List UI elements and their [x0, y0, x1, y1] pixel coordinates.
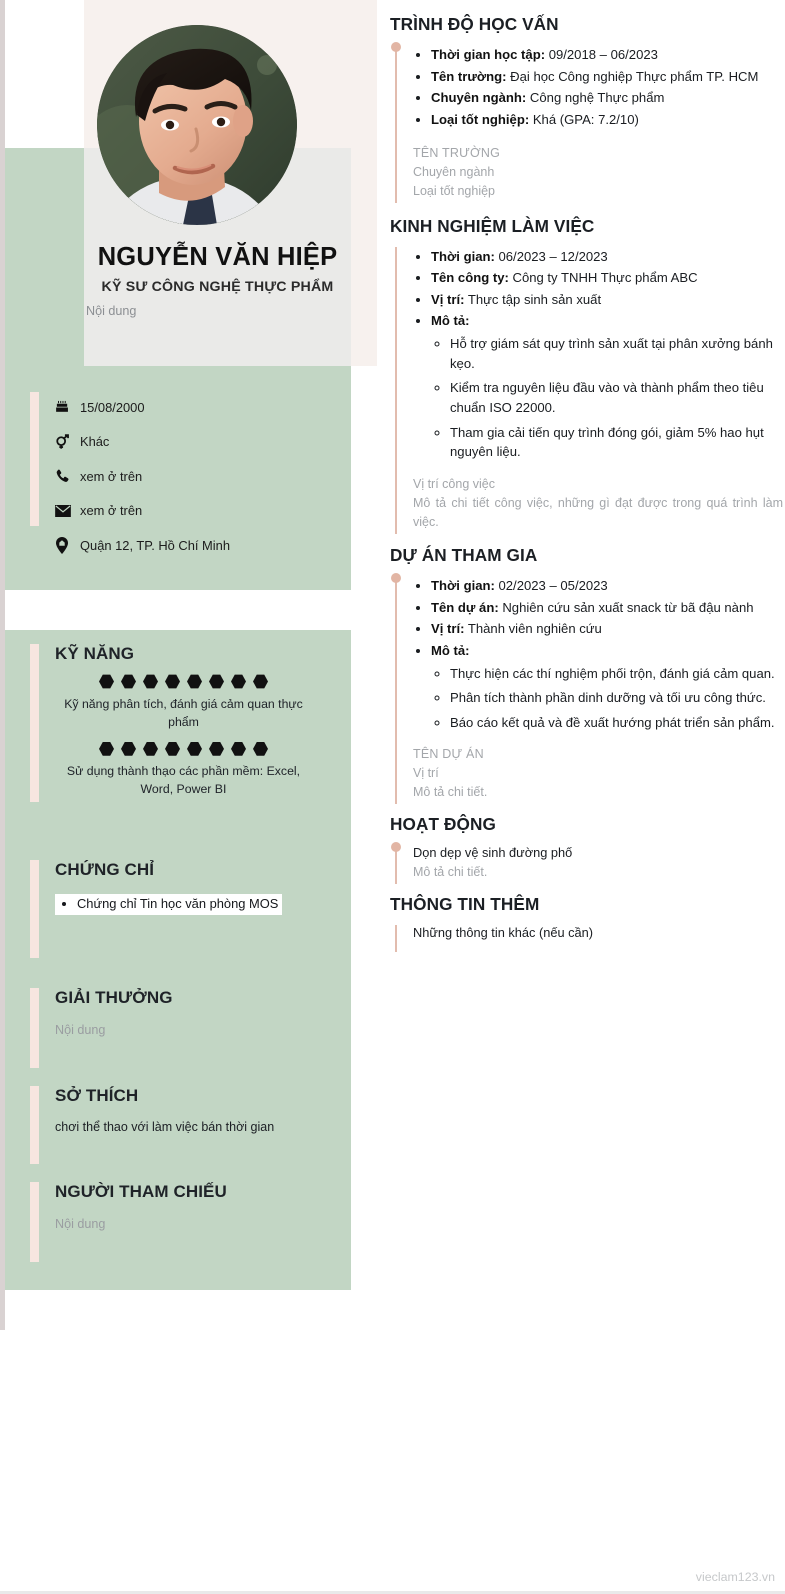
hex-marker [99, 674, 114, 689]
hex-marker [165, 741, 180, 756]
section-title-projects: DỰ ÁN THAM GIA [390, 544, 538, 565]
list-item: • Chứng chỉ Tin học văn phòng MOS [77, 896, 278, 913]
experience-list [413, 247, 785, 462]
hex-marker [99, 741, 114, 756]
field-value: Công nghệ Thực phẩm [526, 90, 665, 106]
field-value: 06/2023 – 12/2023 [494, 248, 608, 264]
contact-row [55, 390, 350, 425]
avatar [97, 25, 297, 225]
list-item [431, 247, 785, 267]
section-title-education: TRÌNH ĐỘ HỌC VẤN [390, 14, 559, 34]
field-value: 02/2023 – 05/2023 [494, 577, 608, 593]
field-value: Công ty TNHH Thực phẩm ABC [508, 270, 698, 286]
list-item [431, 110, 785, 130]
list-item [431, 311, 785, 461]
contact-row [55, 425, 350, 460]
hex-marker [187, 741, 202, 756]
skill-rating-0 [55, 674, 350, 689]
hobbies-section [30, 1086, 350, 1134]
section-title-skills: KỸ NĂNG [55, 644, 135, 663]
list-item: ◦ Hỗ trợ giám sát quy trình sản xuất tại phân xưởng bánh kẹo. [450, 334, 785, 373]
contact-row [55, 494, 350, 529]
list-item [431, 290, 785, 310]
field-label: Tên trường: [431, 68, 507, 84]
hex-marker [165, 674, 180, 689]
field-label: Thời gian: [431, 577, 495, 593]
activities-timeline [390, 839, 785, 883]
activities-text: Dọn dẹp vệ sinh đường phố [413, 845, 573, 861]
field-label: Loại tốt nghiệp: [431, 111, 530, 127]
hex-marker [121, 741, 136, 756]
experience-timeline [390, 241, 785, 534]
field-label: Chuyên ngành: [431, 90, 527, 106]
section-title-additional: THÔNG TIN THÊM [390, 893, 540, 914]
activities-section [390, 814, 785, 883]
hex-marker [121, 674, 136, 689]
list-item: ◦ Tham gia cải tiến quy trình đóng gói, giảm 5% hao hụt nguyên liệu. [450, 423, 785, 462]
awards-placeholder: Nội dung [55, 1023, 106, 1037]
experience-placeholder: Mô tả chi tiết công việc, những gì đạt được trong quá trình làm việc. [413, 495, 783, 529]
additional-section [390, 894, 785, 952]
gender-icon [55, 434, 80, 450]
education-placeholder: Loại tốt nghiệp [413, 183, 496, 198]
hex-marker [253, 741, 268, 756]
field-label: Mô tả: [431, 313, 470, 329]
awards-section [30, 988, 350, 1037]
contact-value: xem ở trên [80, 503, 143, 519]
intro-placeholder: Nội dung [86, 303, 137, 318]
hex-marker [187, 674, 202, 689]
hex-marker [231, 741, 246, 756]
main-content [390, 0, 785, 952]
contact-list [30, 390, 350, 563]
hex-marker [209, 741, 224, 756]
field-label: Thời gian học tập: [431, 47, 546, 62]
experience-placeholder: Vị trí công việc [413, 476, 495, 491]
hex-marker [143, 741, 158, 756]
accent-bar [30, 1182, 39, 1262]
field-label: Mô tả: [431, 642, 470, 658]
field-value: Thành viên nghiên cứu [464, 621, 602, 637]
list-item [431, 45, 785, 65]
field-label: Tên công ty: [431, 270, 509, 286]
watermark: vieclam123.vn [695, 1570, 775, 1584]
hex-marker [143, 674, 158, 689]
references-section [30, 1182, 350, 1231]
accent-bar [30, 1086, 39, 1164]
additional-text: Những thông tin khác (nếu cần) [413, 924, 594, 940]
contact-section [30, 390, 350, 563]
certificates-section [30, 860, 350, 915]
list-item [431, 268, 785, 288]
accent-bar [30, 644, 39, 802]
education-timeline [390, 39, 785, 203]
contact-value: xem ở trên [80, 468, 143, 484]
phone-icon [55, 469, 80, 484]
section-title-awards: GIẢI THƯỞNG [55, 988, 173, 1007]
field-label: Tên dự án: [431, 599, 499, 615]
education-placeholder: Chuyên ngành [413, 164, 495, 179]
skill-rating-1 [55, 741, 350, 756]
activities-placeholder: Mô tả chi tiết. [413, 864, 488, 879]
list-item [431, 598, 785, 618]
references-placeholder: Nội dung [55, 1217, 106, 1231]
list-item: ◦ Thực hiện các thí nghiệm phối trộn, đánh giá cảm quan. [450, 664, 785, 684]
section-title-certificates: CHỨNG CHỈ [55, 860, 155, 879]
projects-placeholder: Vị trí [413, 766, 439, 781]
accent-bar [30, 392, 39, 526]
contact-value: 15/08/2000 [80, 399, 145, 415]
certificate-highlight [55, 894, 282, 915]
list-item [431, 576, 785, 596]
projects-bullets [431, 664, 785, 733]
skills-section [30, 644, 350, 799]
projects-list [413, 576, 785, 732]
list-item [431, 641, 785, 733]
list-item: ◦ Kiểm tra nguyên liệu đầu vào và thành phẩm theo tiêu chuẩn ISO 22000. [450, 378, 785, 417]
hobbies-text: chơi thể thao với làm việc bán thời gian [55, 1120, 275, 1134]
accent-bar [30, 988, 39, 1068]
section-title-references: NGƯỜI THAM CHIẾU [55, 1182, 227, 1201]
field-value: Nghiên cứu sản xuất snack từ bã đậu nành [498, 599, 754, 615]
contact-row [55, 528, 350, 563]
hex-marker [231, 674, 246, 689]
hex-marker [209, 674, 224, 689]
skill-label: Kỹ năng phân tích, đánh giá cảm quan thực phẩm [64, 697, 303, 729]
job-title: KỸ SƯ CÔNG NGHỆ THỰC PHẨM [101, 278, 334, 295]
field-value: Thực tập sinh sản xuất [464, 291, 602, 307]
education-placeholder: TÊN TRƯỜNG [413, 145, 501, 160]
field-value: Đại học Công nghiệp Thực phẩm TP. HCM [506, 68, 759, 84]
projects-section [390, 545, 785, 804]
list-item [431, 67, 785, 87]
education-section [390, 14, 785, 203]
projects-timeline [390, 570, 785, 804]
list-item [431, 619, 785, 639]
projects-placeholder: Mô tả chi tiết. [413, 785, 488, 800]
list-item [431, 88, 785, 108]
accent-bar [30, 860, 39, 958]
page-title: NGUYỄN VĂN HIỆP [97, 243, 338, 271]
contact-value: Khác [80, 434, 110, 450]
additional-timeline [390, 919, 785, 952]
left-sidebar [0, 0, 380, 1594]
field-value: 09/2018 – 06/2023 [545, 47, 658, 62]
section-title-hobbies: SỞ THÍCH [55, 1086, 139, 1105]
field-value: Khá (GPA: 7.2/10) [529, 111, 639, 127]
field-label: Vị trí: [431, 291, 465, 307]
education-list [413, 45, 785, 130]
contact-value: Quận 12, TP. Hồ Chí Minh [80, 537, 230, 553]
location-pin-icon [55, 537, 80, 554]
experience-section [390, 216, 785, 534]
hex-marker [253, 674, 268, 689]
name-block [84, 243, 351, 318]
section-title-activities: HOẠT ĐỘNG [390, 814, 496, 835]
field-label: Vị trí: [431, 621, 465, 637]
email-icon [55, 505, 80, 517]
projects-placeholder: TÊN DỰ ÁN [413, 747, 484, 762]
contact-row [55, 459, 350, 494]
list-item: ◦ Phân tích thành phần dinh dưỡng và tối ưu công thức. [450, 688, 785, 708]
list-item: ◦ Báo cáo kết quả và đề xuất hướng phát triển sản phẩm. [450, 713, 785, 733]
birthday-cake-icon [55, 400, 80, 415]
experience-bullets [431, 334, 785, 462]
skill-label: Sử dụng thành thạo các phần mềm: Excel, Word, Power BI [66, 764, 301, 797]
section-title-experience: KINH NGHIỆM LÀM VIỆC [390, 215, 595, 236]
field-label: Thời gian: [431, 248, 495, 264]
